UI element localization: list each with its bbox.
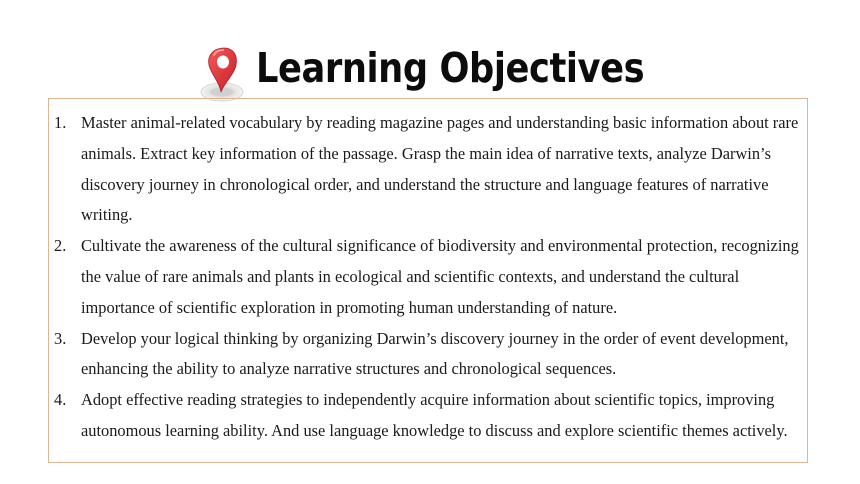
objectives-list xyxy=(49,108,809,447)
list-item-text: Cultivate the awareness of the cultural significance of biodiversity and environmental protection, recognizing the value of rare animals and plants in ecological and scientific contexts, and understand the cultural importance of scientific exploration in promoting human understanding of nature. xyxy=(81,236,799,317)
list-item-text: Master animal-related vocabulary by reading magazine pages and understanding basic information about rare animals. Extract key information of the passage. Grasp the main idea of narrative texts, analyze Darwin’s discovery journey in chronological order, and understand the structure and language features of narrative writing. xyxy=(81,113,799,225)
list-item-text: Adopt effective reading strategies to independently acquire information about scientific topics, improving autonomous learning ability. And use language knowledge to discuss and explore scientific themes actively. xyxy=(81,390,788,440)
list-item xyxy=(49,385,809,447)
list-item-number: 2. xyxy=(54,236,67,256)
list-item xyxy=(49,231,809,323)
list-item xyxy=(49,324,809,386)
list-item xyxy=(49,108,809,231)
page-title: Learning Objectives xyxy=(256,44,645,92)
location-pin-icon xyxy=(198,40,254,106)
list-item-number: 3. xyxy=(54,328,67,348)
list-item-number: 1. xyxy=(54,113,67,132)
list-item-text: Develop your logical thinking by organizing Darwin’s discovery journey in the order of event development, enhancing the ability to analyze narrative structures and chronological sequences. xyxy=(81,328,789,379)
objectives-box xyxy=(48,98,808,463)
list-item-number: 4. xyxy=(54,390,67,410)
title-section xyxy=(198,40,645,106)
